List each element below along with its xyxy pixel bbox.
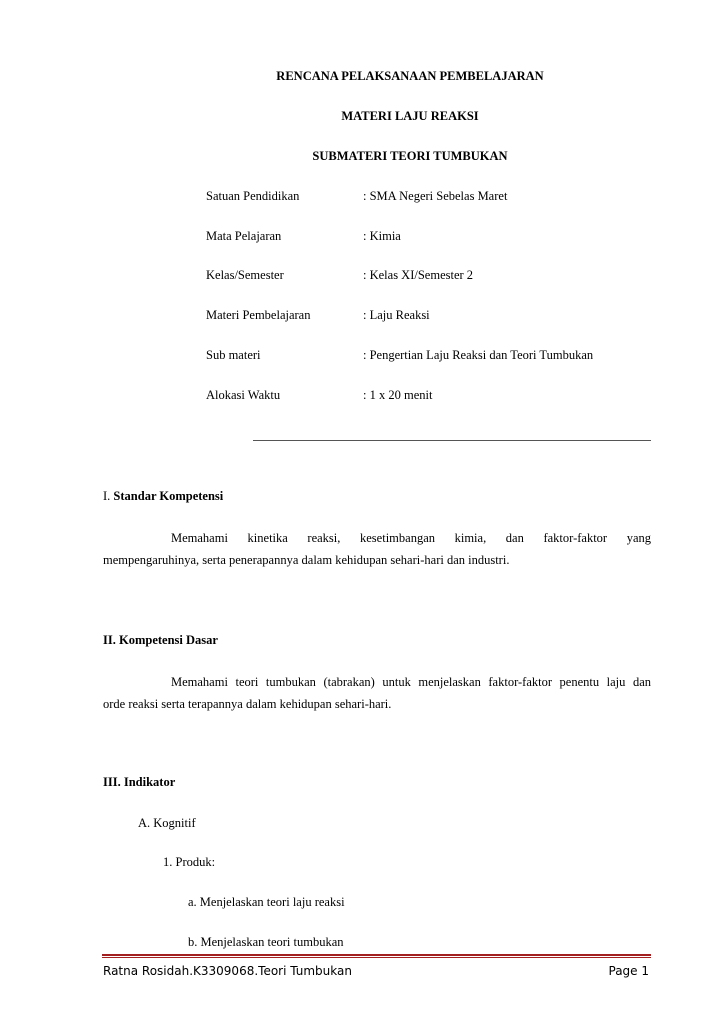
document-title: RENCANA PELAKSANAAN PEMBELAJARAN [276,69,544,83]
identity-value: : Kelas XI/Semester 2 [363,268,474,282]
identity-value: : Laju Reaksi [363,308,430,322]
identity-label: Mata Pelajaran [206,229,282,243]
identity-label: Kelas/Semester [206,268,284,282]
subsection-kognitif: A. Kognitif [138,816,196,830]
section-heading-kd: II. Kompetensi Dasar [103,633,218,647]
footer-rule [102,954,651,956]
identity-value: : Pengertian Laju Reaksi dan Teori Tumbukan [363,348,594,362]
identity-label: Sub materi [206,348,261,362]
footer-rule-thin [102,957,651,958]
list-item: a. Menjelaskan teori laju reaksi [188,895,345,909]
list-item: b. Menjelaskan teori tumbukan [188,935,344,949]
materi-title: MATERI LAJU REAKSI [341,109,479,123]
kd-paragraph [103,674,651,712]
identity-label: Satuan Pendidikan [206,189,300,203]
identity-value: : 1 x 20 menit [363,388,433,402]
page-number: Page 1 [608,964,649,978]
section-title: Standar Kompetensi [113,489,224,503]
paragraph-line: orde reaksi serta terapannya dalam kehidupan sehari-hari. [103,697,392,711]
identity-value: : Kimia [363,229,401,243]
submateri-title: SUBMATERI TEORI TUMBUKAN [312,149,508,163]
identity-value: : SMA Negeri Sebelas Maret [363,189,508,203]
paragraph-line: mempengaruhinya, serta penerapannya dalam kehidupan sehari-hari dan industri. [103,553,510,567]
paragraph-line: Memahami kinetika reaksi, kesetimbangan kimia, dan faktor-faktor yang [171,531,651,545]
section-heading-sk [103,488,223,504]
identity-label: Materi Pembelajaran [206,308,311,322]
subsection-produk: 1. Produk: [163,855,216,869]
paragraph-line: Memahami teori tumbukan (tabrakan) untuk menjelaskan faktor-faktor penentu laju dan [171,675,651,689]
identity-label: Alokasi Waktu [206,388,281,402]
section-number: I. [103,489,114,503]
sk-paragraph [103,530,651,568]
footer-author: Ratna Rosidah.K3309068.Teori Tumbukan [103,964,352,978]
divider-line [253,440,651,441]
section-heading-indikator: III. Indikator [103,775,176,789]
